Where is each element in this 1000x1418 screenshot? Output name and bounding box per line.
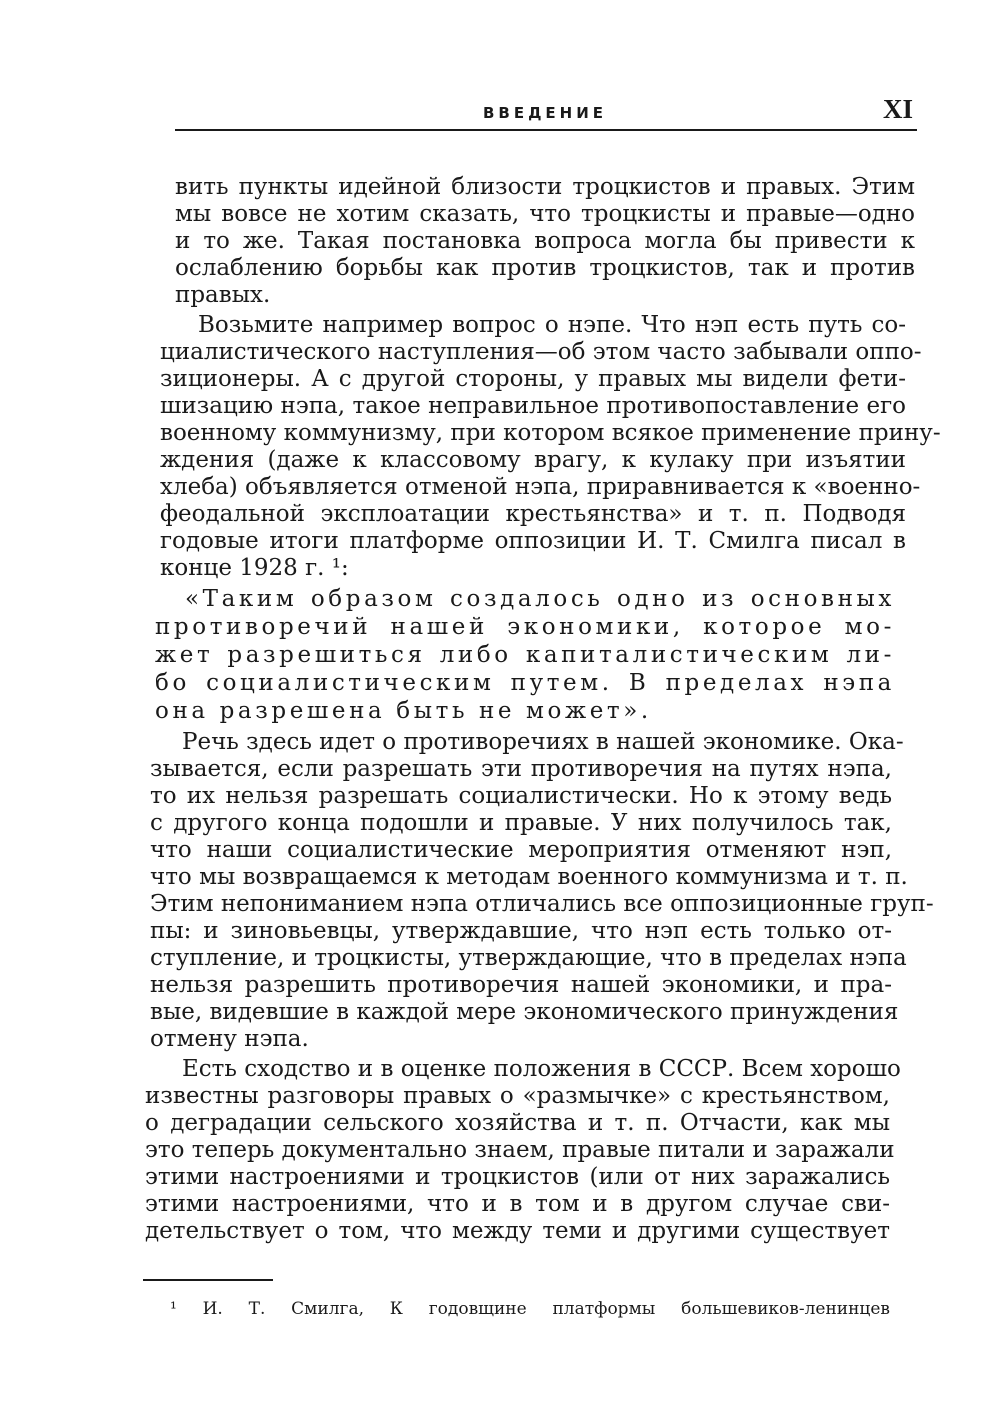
text-line: зиционеры. А с другой стороны, у правых мы видели фети- (160, 366, 906, 392)
quote-line: «Таким образом создалось одно из основных (185, 586, 895, 612)
quote-line: жет разрешиться либо капиталистическим ли- (155, 642, 895, 668)
text-line: Речь здесь идет о противоречиях в нашей экономике. Ока- (182, 729, 904, 755)
text-line: феодальной эксплоатации крестьянства» и т. п. Подводя (160, 501, 906, 527)
text-line: ступление, и троцкисты, утверждающие, что в пределах нэпа (150, 945, 907, 971)
header-rule (175, 129, 917, 131)
text-line: мы вовсе не хотим сказать, что троцкисты и правые—одно (175, 201, 915, 227)
text-line: пы: и зиновьевцы, утверждавшие, что нэп есть только от- (150, 918, 892, 944)
text-line: вые, видевшие в каждой мере экономического принуждения (150, 999, 899, 1025)
text-line: ждения (даже к классовому врагу, к кулаку при изъятии (160, 447, 906, 473)
text-line: известны разговоры правых о «размычке» с крестьянством, (145, 1083, 890, 1109)
text-line: о деградации сельского хозяйства и т. п. Отчасти, как мы (145, 1110, 890, 1136)
text-line: это теперь документально знаем, правые питали и заражали (145, 1137, 895, 1163)
footnote: ¹ И. Т. Смилга, К годовщине платформы большевиков-ленинцев (170, 1299, 890, 1319)
text-line: вить пункты идейной близости троцкистов и правых. Этим (175, 174, 915, 200)
text-line: шизацию нэпа, такое неправильное противопоставление его (160, 393, 906, 419)
text-line: зывается, если разрешать эти противоречия на путях нэпа, (150, 756, 892, 782)
quote-line: бо социалистическим путем. В пределах нэпа (155, 670, 895, 696)
text-line: этими настроениями и троцкистов (или от них заражались (145, 1164, 890, 1190)
text-line: военному коммунизму, при котором всякое применение прину- (160, 420, 941, 446)
footnote-rule (143, 1279, 273, 1281)
running-header (175, 92, 915, 132)
page-number: XI (882, 94, 913, 124)
text-line: что мы возвращаемся к методам военного коммунизма и т. п. (150, 864, 908, 890)
text-line: детельствует о том, что между теми и другими существует (145, 1218, 890, 1244)
text-line: с другого конца подошли и правые. У них получилось так, (150, 810, 892, 836)
text-line: что наши социалистические мероприятия отменяют нэп, (150, 837, 892, 863)
chapter-title: ВВЕДЕНИЕ (482, 104, 608, 122)
text-line: отмену нэпа. (150, 1026, 309, 1052)
text-line: Этим непониманием нэпа отличались все оппозиционные груп- (150, 891, 934, 917)
text-line: Возьмите например вопрос о нэпе. Что нэп есть путь со- (198, 312, 906, 338)
text-line: годовые итоги платформе оппозиции И. Т. Смилга писал в (160, 528, 906, 554)
text-line: нельзя разрешить противоречия нашей экономики, и пра- (150, 972, 892, 998)
text-line: хлеба) объявляется отменой нэпа, приравнивается к «военно- (160, 474, 921, 500)
text-line: этими настроениями, что и в том и в другом случае сви- (145, 1191, 890, 1217)
quote-line: она разрешена быть не может». (155, 698, 652, 724)
text-line: конце 1928 г. ¹: (160, 555, 349, 581)
quote-line: противоречий нашей экономики, которое мо- (155, 614, 895, 640)
text-line: Есть сходство и в оценке положения в СССР. Всем хорошо (182, 1056, 901, 1082)
text-line: циалистического наступления—об этом часто забывали оппо- (160, 339, 922, 365)
text-line: ослаблению борьбы как против троцкистов, так и против (175, 255, 915, 281)
text-line: то их нельзя разрешать социалистически. Но к этому ведь (150, 783, 892, 809)
text-line: и то же. Такая постановка вопроса могла бы привести к (175, 228, 915, 254)
text-line: правых. (175, 282, 271, 308)
